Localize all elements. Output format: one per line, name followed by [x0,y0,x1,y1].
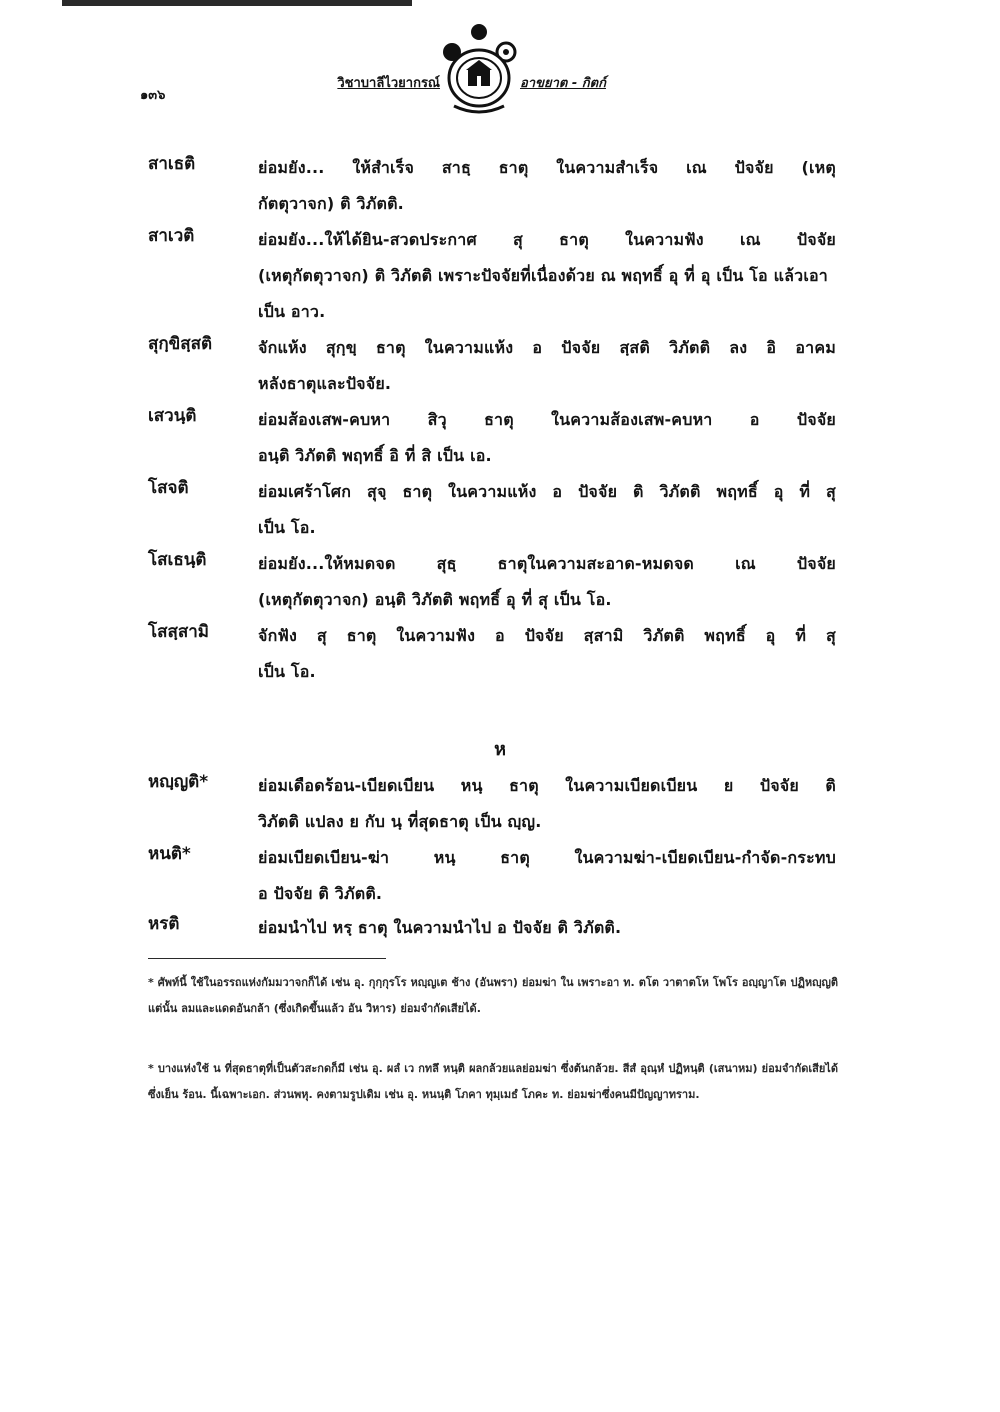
definition-line-1: ย่อมยัง...ให้ได้ยิน-สวดประกาศ สุ ธาตุ ในความฟัง เณ ปัจจัย [258,230,836,249]
definition-continuation: (เหตุกัตตุวาจก) อนฺติ วิภัตติ พฤทธิ์ อุ ที่ สุ เป็น โอ. [258,590,612,609]
definition-line-1: ย่อมยัง... ให้สำเร็จ สาธฺ ธาตุ ในความสำเร็จ เณ ปัจจัย (เหตุ [258,158,836,177]
entry-term: สุกฺขิสฺสติ [148,334,213,354]
definition-continuation: วิภัตติ แปลง ย กับ นฺ ที่สุดธาตุ เป็น ญฺญ. [258,812,542,831]
definition-line-1: จักแห้ง สุกฺขฺ ธาตุ ในความแห้ง อ ปัจจัย สฺสติ วิภัตติ ลง อิ อาคม [258,338,836,357]
definition-line-1: ย่อมส้องเสพ-คบหา สิวุ ธาตุ ในความส้องเสพ-คบหา อ ปัจจัย [258,410,836,429]
definition-continuation: หลังธาตุและปัจจัย. [258,374,392,393]
definition-line-1: ย่อมนำไป หรฺ ธาตุ ในความนำไป อ ปัจจัย ติ วิภัตติ. [258,918,622,937]
entry-definition [258,618,836,690]
entry-term: หนติ* [148,844,191,864]
entry-term: สาเธติ [148,154,196,174]
definition-continuation: เป็น โอ. [258,518,316,537]
running-title-right: อาขยาต - กิตก์ [520,76,606,91]
entry-term: หรติ [148,914,180,934]
definition-continuation: เป็น โอ. [258,662,316,681]
emblem-seal-icon [436,22,522,122]
definition-line-1: ย่อมเดือดร้อน-เบียดเบียน หนฺ ธาตุ ในความเบียดเบียน ย ปัจจัย ติ [258,776,836,795]
definition-continuation: อนฺติ วิภัตติ พฤทธิ์ อิ ที่ สิ เป็น เอ. [258,446,492,465]
page-header [0,0,1000,130]
entry-definition [258,768,836,840]
entry-definition [258,222,836,330]
entry-definition [258,330,836,402]
running-title-left: วิชาบาลีไวยากรณ์ [337,76,440,91]
definition-line-1: จักฟัง สุ ธาตุ ในความฟัง อ ปัจจัย สฺสามิ วิภัตติ พฤทธิ์ อุ ที่ สุ [258,626,836,645]
definition-continuation: (เหตุกัตตุวาจก) ติ วิภัตติ เพราะปัจจัยที่เนื่องด้วย ณ พฤทธิ์ อุ ที่ อุ เป็น โอ แล้วเอาเป็น อาว. [258,266,828,321]
entry-term: หญฺญติ* [148,772,209,792]
entry-definition [258,840,836,912]
entry-term: โสสฺสามิ [148,622,210,642]
entry-definition [258,474,836,546]
definition-continuation: อ ปัจจัย ติ วิภัตติ. [258,884,383,903]
section-heading: ห [494,739,506,760]
entry-definition [258,402,836,474]
definition-continuation: กัตตุวาจก) ติ วิภัตติ. [258,194,404,213]
entry-term: สาเวติ [148,226,195,246]
entry-term: โสจติ [148,478,189,498]
entry-definition [258,546,836,618]
entry-definition [258,150,836,222]
page-number: ๑๓๖ [140,88,166,103]
definition-line-1: ย่อมเศร้าโศก สุจฺ ธาตุ ในความแห้ง อ ปัจจัย ติ วิภัตติ พฤทธิ์ อุ ที่ สุ [258,482,836,501]
entry-term: เสวนฺติ [148,406,197,426]
footnote: * บางแห่งใช้ น ที่สุดธาตุที่เป็นตัวสะกดก็มี เช่น อุ. ผลํ เว กทลึ หนฺติ ผลกล้วยแลย่อมฆ่า ซึ่งต้นกล้วย. สีสํ อุณฺหํ ปฏิหนฺติ (เสนาหม) ย่อมจำกัดเสียได้ ซึ่งเย็น ร้อน. นี้เฉพาะเอก. ส่วนพหุ. คงตามรูปเดิม เช่น อุ. หนนฺติ โภคา ทุมฺเมธํ โภคะ ท. ย่อมฆ่าซึ่งคนมีปัญญาทราม. [148,1062,838,1101]
definition-line-1: ย่อมยัง...ให้หมดจด สุธฺ ธาตุในความสะอาด-หมดจด เณ ปัจจัย [258,554,836,573]
footnote: * ศัพท์นี้ ใช้ในอรรถแห่งกัมมวาจกก็ได้ เช่น อุ. กุกฺกุรโร หญฺญเต ช้าง (อันพรา) ย่อมฆ่า ใน เพราะอา ท. ตโต วาตาตโห โพโร อญฺญาโต ปฏิหญฺญติ แต่นั้น ลมและแดดอันกล้า (ซึ่งเกิดขึ้นแล้ว อัน วิหาร) ย่อมจำกัดเสียได้. [148,976,838,1015]
entry-definition [258,910,836,946]
definition-line-1: ย่อมเบียดเบียน-ฆ่า หนฺ ธาตุ ในความฆ่า-เบียดเบียน-กำจัด-กระทบ [258,848,836,867]
footnote-divider [148,958,386,959]
entry-term: โสเธนฺติ [148,550,207,570]
